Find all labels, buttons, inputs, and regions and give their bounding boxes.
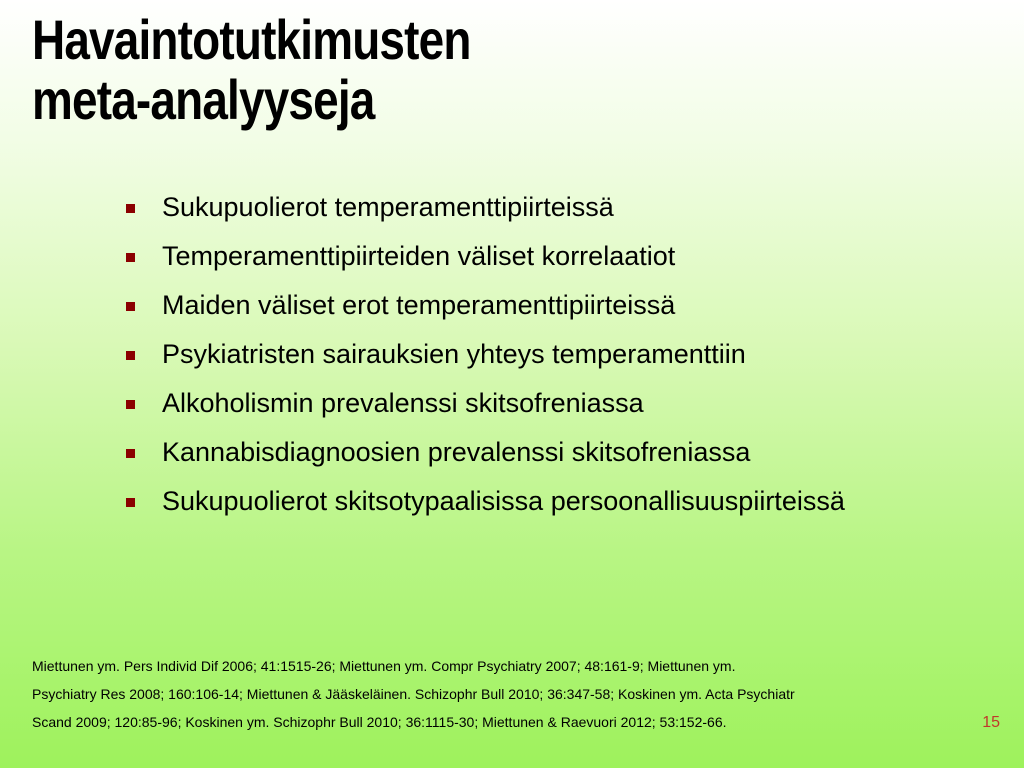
- slide-title: [32, 10, 770, 130]
- slide-title-line-1: Havaintotutkimusten: [32, 8, 471, 71]
- bullet-text: Maiden väliset erot temperamenttipiirteissä: [162, 290, 676, 320]
- bullet-text: Sukupuolierot temperamenttipiirteissä: [162, 192, 614, 222]
- square-bullet-icon: [126, 204, 135, 213]
- bullet-text: Kannabisdiagnoosien prevalenssi skitsofreniassa: [162, 437, 751, 467]
- square-bullet-icon: [126, 498, 135, 507]
- bullet-text: Temperamenttipiirteiden väliset korrelaatiot: [162, 241, 676, 271]
- square-bullet-icon: [126, 400, 135, 409]
- bullet-item: [122, 386, 962, 420]
- page-number: 15: [982, 714, 1000, 731]
- bullet-text: Psykiatristen sairauksien yhteys temperamenttiin: [162, 339, 746, 369]
- slide-title-line-2: meta-analyyseja: [32, 68, 375, 131]
- square-bullet-icon: [126, 253, 135, 262]
- reference-line-3: Scand 2009; 120:85-96; Koskinen ym. Schizophr Bull 2010; 36:1115-30; Miettunen & Raevuori 2012; 53:152-66.: [32, 714, 727, 730]
- square-bullet-icon: [126, 302, 135, 311]
- square-bullet-icon: [126, 449, 135, 458]
- references: [32, 652, 952, 736]
- reference-line-1: Miettunen ym. Pers Individ Dif 2006; 41:1515-26; Miettunen ym. Compr Psychiatry 2007; 48:161-9; Miettunen ym.: [32, 658, 736, 674]
- bullet-item: [122, 484, 962, 518]
- reference-line-2: Psychiatry Res 2008; 160:106-14; Miettunen & Jääskeläinen. Schizophr Bull 2010; 36:347-58; Koskinen ym. Acta Psychiatr: [32, 686, 795, 702]
- bullet-item: [122, 239, 962, 273]
- bullet-text: Sukupuolierot skitsotypaalisissa persoonallisuuspiirteissä: [162, 486, 845, 516]
- bullet-item: [122, 435, 962, 469]
- bullet-text: Alkoholismin prevalenssi skitsofreniassa: [162, 388, 644, 418]
- bullet-item: [122, 190, 962, 224]
- bullet-item: [122, 337, 962, 371]
- bullet-list: [122, 190, 962, 533]
- square-bullet-icon: [126, 351, 135, 360]
- bullet-item: [122, 288, 962, 322]
